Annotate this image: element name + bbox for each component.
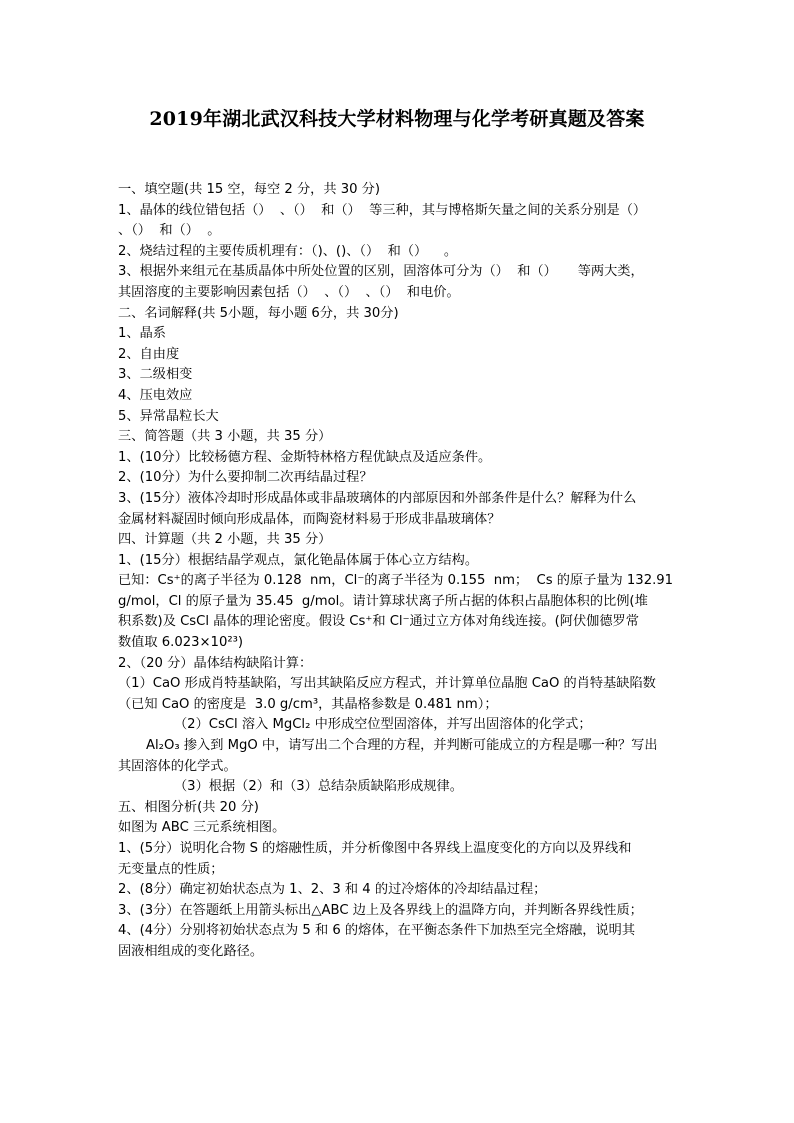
text-line: 无变量点的性质； (118, 861, 224, 877)
text-line: （已知 CaO 的密度是 3.0 g/cm³，其晶格参数是 0.481 nm）； (118, 696, 498, 712)
text-line: 1、晶体的线位错包括（） 、（） 和（） 等三种，其与博格斯矢量之间的关系分别是（） (118, 202, 647, 218)
text-line: 2、（20 分）晶体结构缺陷计算： (118, 655, 313, 671)
text-line: 5、异常晶粒长大 (118, 408, 219, 424)
text-line: （3）根据（2）和（3）总结杂质缺陷形成规律。 (174, 779, 463, 795)
text-line: 2、(10分）为什么要抑制二次再结晶过程？ (118, 470, 373, 486)
text-line: 3、(3分）在答题纸上用箭头标出△ABC 边上及各界线上的温降方向，并判断各界线性质； (118, 902, 643, 918)
text-line: 1、(10分）比较杨德方程、金斯特林格方程优缺点及适应条件。 (118, 449, 492, 465)
text-line: 其固溶体的化学式。 (118, 758, 237, 774)
text-line: Al₂O₃ 掺入到 MgO 中，请写出二个合理的方程，并判断可能成立的方程是哪一种？写出 (146, 738, 658, 754)
text-line: 二、名词解释(共 5小题，每小题 6分，共 30分) (118, 305, 399, 321)
text-line: 1、(5分）说明化合物 S 的熔融性质，并分析像图中各界线上温度变化的方向以及界线和 (118, 841, 632, 856)
text-line: （2）CsCl 溶入 MgCl₂ 中形成空位型固溶体，并写出固溶体的化学式； (174, 717, 592, 733)
text-line: 金属材料凝固时倾向形成晶体，而陶瓷材料易于形成非晶玻璃体？ (118, 511, 501, 527)
text-line: 其固溶度的主要影响因素包括（） 、（） 、（） 和电价。 (118, 284, 460, 300)
text-line: 一、填空题(共 15 空，每空 2 分，共 30 分) (118, 182, 381, 197)
text-line: 已知：Cs⁺的离子半径为 0.128 nm，Cl⁻的离子半径为 0.155 nm； Cs 的原子量为 132.91 (118, 573, 674, 589)
text-line: 4、(4分）分别将初始状态点为 5 和 6 的熔体，在平衡态条件下加热至完全熔融，说明其 (118, 923, 636, 939)
text-line: 4、压电效应 (118, 387, 193, 403)
text-line: 、（） 和（） 。 (118, 223, 221, 239)
text-line: 3、二级相变 (118, 367, 193, 383)
text-line: 2、(8分）确定初始状态点为 1、2、3 和 4 的过冷熔体的冷却结晶过程； (118, 882, 547, 898)
text-line: 2、自由度 (118, 346, 180, 362)
text-line: 积系数)及 CsCl 晶体的理论密度。假设 Cs⁺和 Cl⁻通过立方体对角线连接。(阿伏伽德罗常 (118, 614, 639, 630)
text-line: 1、晶系 (118, 326, 166, 342)
text-line: 四、计算题（共 2 小题，共 35 分） (118, 532, 332, 548)
text-line: g/mol，Cl 的原子量为 35.45 g/mol。请计算球状离子所占据的体积占晶胞体积的比例(堆 (118, 593, 648, 609)
document-title: 2019年湖北武汉科技大学材料物理与化学考研真题及答案 (149, 108, 645, 130)
text-line: 如图为 ABC 三元系统相图。 (118, 820, 286, 836)
document-body (118, 180, 678, 963)
text-line: 三、简答题（共 3 小题，共 35 分） (118, 429, 332, 445)
text-line: 1、(15分）根据结晶学观点，氯化铯晶体属于体心立方结构。 (118, 552, 479, 568)
text-line: 数值取 6.023×10²³) (118, 635, 244, 651)
text-line: 五、相图分析(共 20 分) (118, 799, 259, 815)
text-line: 3、根据外来组元在基质晶体中所处位置的区别，固溶体可分为（） 和（） 等两大类， (118, 264, 644, 280)
text-line: （1）CaO 形成肖特基缺陷，写出其缺陷反应方程式，并计算单位晶胞 CaO 的肖特基缺陷数 (118, 676, 656, 692)
text-line: 固液相组成的变化路径。 (118, 943, 264, 959)
text-line: 3、(15分）液体冷却时形成晶体或非晶玻璃体的内部原因和外部条件是什么？解释为什么 (118, 490, 637, 506)
text-line: 2、烧结过程的主要传质机理有：（)、()、（） 和（） 。 (118, 243, 458, 259)
